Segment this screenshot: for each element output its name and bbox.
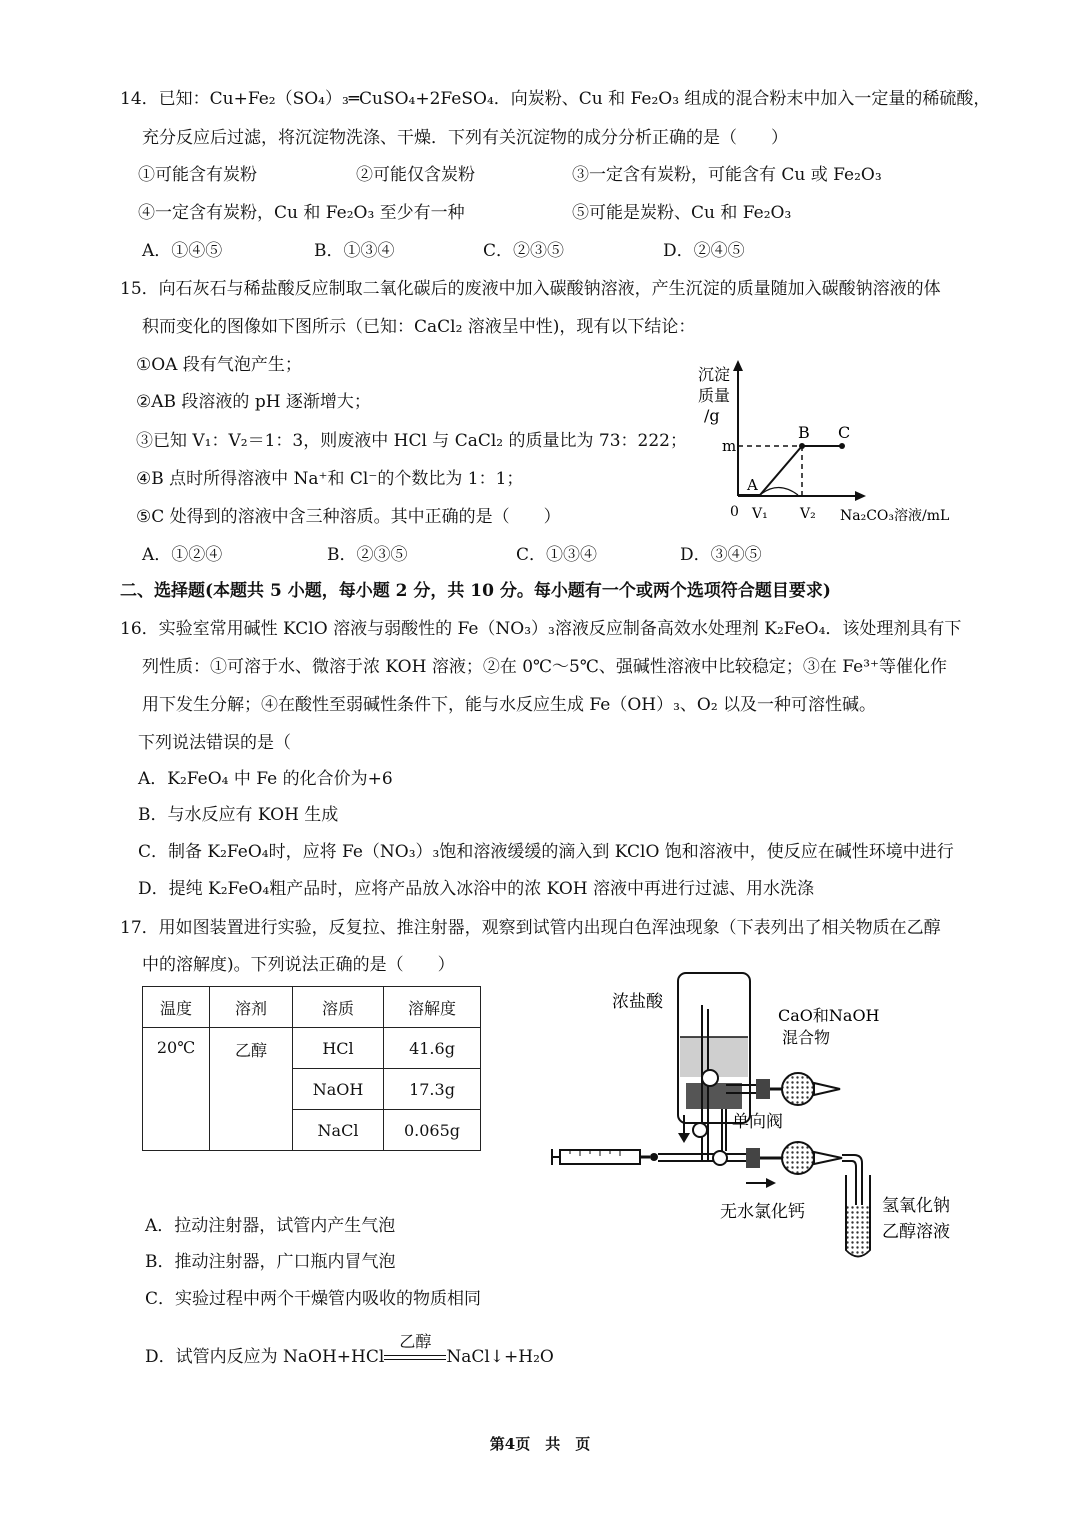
- apparatus-diagram: [550, 965, 980, 1265]
- cell-solvent: 乙醇: [210, 1028, 293, 1151]
- drying-tube-cao-naoh: [782, 1073, 814, 1105]
- q14-statement-3: ③一定含有炭粉，可能含有 Cu 或 Fe₂O₃: [572, 165, 882, 185]
- one-way-valve-top: [702, 1070, 718, 1086]
- down-arrow-head: [678, 1133, 690, 1143]
- q14-stem-line2: 充分反应后过滤，将沉淀物洗涤、干燥．下列有关沉淀物的成分分析正确的是（ ）: [142, 128, 788, 148]
- label-mixture-2: 混合物: [782, 1028, 831, 1047]
- table-header-row: [143, 987, 481, 1028]
- header-solute: 溶质: [293, 987, 384, 1028]
- q17-option-d[interactable]: [145, 1332, 554, 1368]
- stopper-lower: [746, 1148, 760, 1168]
- q15-conclusion-4: ④B 点时所得溶液中 Na⁺和 Cl⁻的个数比为 1：1；: [136, 469, 524, 489]
- label-anhydrous-cacl2: 无水氯化钙: [720, 1202, 805, 1222]
- cell-solute: NaCl: [293, 1110, 384, 1151]
- q14-statement-2: ②可能仅含炭粉: [356, 165, 475, 185]
- q16-option-a[interactable]: A．K₂FeO₄ 中 Fe 的化合价为+6: [138, 769, 393, 789]
- label-conc-hcl: 浓盐酸: [612, 992, 663, 1012]
- label-c: C: [838, 423, 851, 442]
- q17-stem-line1: 17．用如图装置进行实验，反复拉、推注射器，观察到试管内出现白色浑浊现象（下表列出了相关物质在乙醇: [120, 918, 941, 938]
- q17-option-c[interactable]: C．实验过程中两个干燥管内吸收的物质相同: [145, 1289, 482, 1309]
- q14-statement-1: ①可能含有炭粉: [138, 165, 257, 185]
- one-way-valve-bottom: [713, 1151, 727, 1165]
- header-solubility: 溶解度: [384, 987, 481, 1028]
- label-solution-2: 乙醇溶液: [882, 1222, 950, 1242]
- q17-option-d-right: NaCl↓+H₂O: [446, 1347, 554, 1367]
- label-a: A: [747, 476, 758, 494]
- x-axis-arrow: [855, 491, 866, 501]
- y-label-2: 质量: [698, 386, 731, 405]
- condition-ethanol: 乙醇: [399, 1332, 432, 1351]
- page-footer: 第4页 共 页: [489, 1435, 591, 1453]
- label-solution-1: 氢氧化钠: [882, 1196, 950, 1216]
- q15-conclusion-5: ⑤C 处得到的溶液中含三种溶质。其中正确的是（ ）: [136, 507, 561, 527]
- reaction-condition: [384, 1332, 446, 1368]
- drying-tube-cacl2: [782, 1142, 814, 1174]
- naoh-ethanol-solution: [847, 1205, 869, 1256]
- label-one-way-valve: 单向阀: [732, 1112, 783, 1132]
- q15-option-d[interactable]: D．③④⑤: [680, 545, 762, 565]
- q14-statement-5: ⑤可能是炭粉、Cu 和 Fe₂O₃: [572, 203, 792, 223]
- q17-option-b[interactable]: B．推动注射器，广口瓶内冒气泡: [145, 1252, 396, 1272]
- point-c: [839, 443, 845, 449]
- one-way-valve-mid: [693, 1123, 707, 1137]
- solubility-table: [142, 986, 481, 1151]
- stopper-upper: [756, 1079, 770, 1099]
- q16-stem-line3: 用下发生分解；④在酸性至弱碱性条件下，能与水反应生成 Fe（OH）₃、O₂ 以及一种可溶性碱。: [142, 695, 877, 715]
- q14-option-c[interactable]: C．②③⑤: [483, 241, 565, 261]
- q15-option-b[interactable]: B．②③⑤: [327, 545, 408, 565]
- q17-option-a[interactable]: A．拉动注射器，试管内产生气泡: [145, 1216, 396, 1236]
- cell-solute: NaOH: [293, 1069, 384, 1110]
- q17-stem-line2: 中的溶解度)。下列说法正确的是（ ）: [142, 955, 455, 975]
- q14-stem-line1: 14．已知：Cu+Fe₂（SO₄）₃═CuSO₄+2FeSO₄．向炭粉、Cu 和 Fe₂O₃ 组成的混合粉末中加入一定量的稀硫酸，: [120, 89, 991, 109]
- rubber-stopper: [686, 1083, 742, 1109]
- q15-stem-line2: 积而变化的图像如下图所示（已知：CaCl₂ 溶液呈中性)，现有以下结论：: [142, 317, 696, 337]
- label-origin: 0: [730, 504, 739, 520]
- q15-option-a[interactable]: A．①②④: [142, 545, 223, 565]
- table-row: [143, 1028, 481, 1069]
- q14-option-b[interactable]: B．①③④: [314, 241, 395, 261]
- flow-arrow-head: [766, 1178, 776, 1188]
- label-mixture-1: CaO和NaOH: [778, 1006, 880, 1025]
- q15-conclusion-3: ③已知 V₁：V₂＝1：3，则废液中 HCl 与 CaCl₂ 的质量比为 73：222；: [136, 431, 687, 451]
- q16-stem-line2: 列性质：①可溶于水、微溶于浓 KOH 溶液；②在 0℃～5℃、强碱性溶液中比较稳定；③在 Fe³⁺等催化作: [142, 657, 947, 677]
- q14-option-d[interactable]: D．②④⑤: [663, 241, 745, 261]
- equals-double-line: [384, 1355, 446, 1360]
- cell-solubility: 17.3g: [384, 1069, 481, 1110]
- label-v1: V₁: [752, 506, 768, 522]
- q15-option-c[interactable]: C．①③④: [516, 545, 598, 565]
- q16-stem-line1: 16．实验室常用碱性 KClO 溶液与弱酸性的 Fe（NO₃）₃溶液反应制备高效水处理剂 K₂FeO₄．该处理剂具有下: [120, 619, 962, 639]
- header-solvent: 溶剂: [210, 987, 293, 1028]
- drying-tube-tip-upper: [814, 1083, 840, 1095]
- label-m: m: [722, 437, 737, 455]
- cell-solute: HCl: [293, 1028, 384, 1069]
- x-label: Na₂CO₃溶液/mL: [840, 508, 950, 524]
- point-b: [799, 443, 805, 449]
- y-label-3: /g: [704, 406, 720, 425]
- section-2-heading: 二、选择题(本题共 5 小题，每小题 2 分，共 10 分。每小题有一个或两个选项符合题目要求): [120, 581, 831, 601]
- joint-dot: [650, 1153, 658, 1161]
- y-label-1: 沉淀: [698, 365, 731, 384]
- q15-conclusion-1: ①OA 段有气泡产生；: [136, 355, 302, 375]
- q16-option-c[interactable]: C．制备 K₂FeO₄时，应将 Fe（NO₃）₃饱和溶液缓缓的滴入到 KClO 饱和溶液中，使反应在碱性环境中进行: [138, 842, 954, 862]
- q16-option-d[interactable]: D．提纯 K₂FeO₄粗产品时，应将产品放入冰浴中的浓 KOH 溶液中再进行过滤、用水洗涤: [138, 879, 815, 899]
- y-axis-arrow: [733, 360, 743, 371]
- cell-solubility: 0.065g: [384, 1110, 481, 1151]
- q14-statement-4: ④一定含有炭粉，Cu 和 Fe₂O₃ 至少有一种: [138, 203, 465, 223]
- q14-option-a[interactable]: A．①④⑤: [142, 241, 223, 261]
- header-temperature: 温度: [143, 987, 210, 1028]
- cell-solubility: 41.6g: [384, 1028, 481, 1069]
- q15-conclusion-2: ②AB 段溶液的 pH 逐渐增大；: [136, 392, 371, 412]
- q16-stem-line4: 下列说法错误的是（: [138, 733, 291, 753]
- q15-graph: [690, 358, 970, 530]
- q17-option-d-left: D．试管内反应为 NaOH+HCl: [145, 1347, 385, 1367]
- label-b: B: [798, 423, 810, 442]
- label-v2: V₂: [800, 506, 816, 522]
- drying-tube-tip-lower: [814, 1152, 842, 1164]
- cell-temperature: 20℃: [143, 1028, 210, 1151]
- q15-stem-line1: 15．向石灰石与稀盐酸反应制取二氧化碳后的废液中加入碳酸钠溶液，产生沉淀的质量随加入碳酸钠溶液的体: [120, 279, 941, 299]
- q16-option-b[interactable]: B．与水反应有 KOH 生成: [138, 805, 339, 825]
